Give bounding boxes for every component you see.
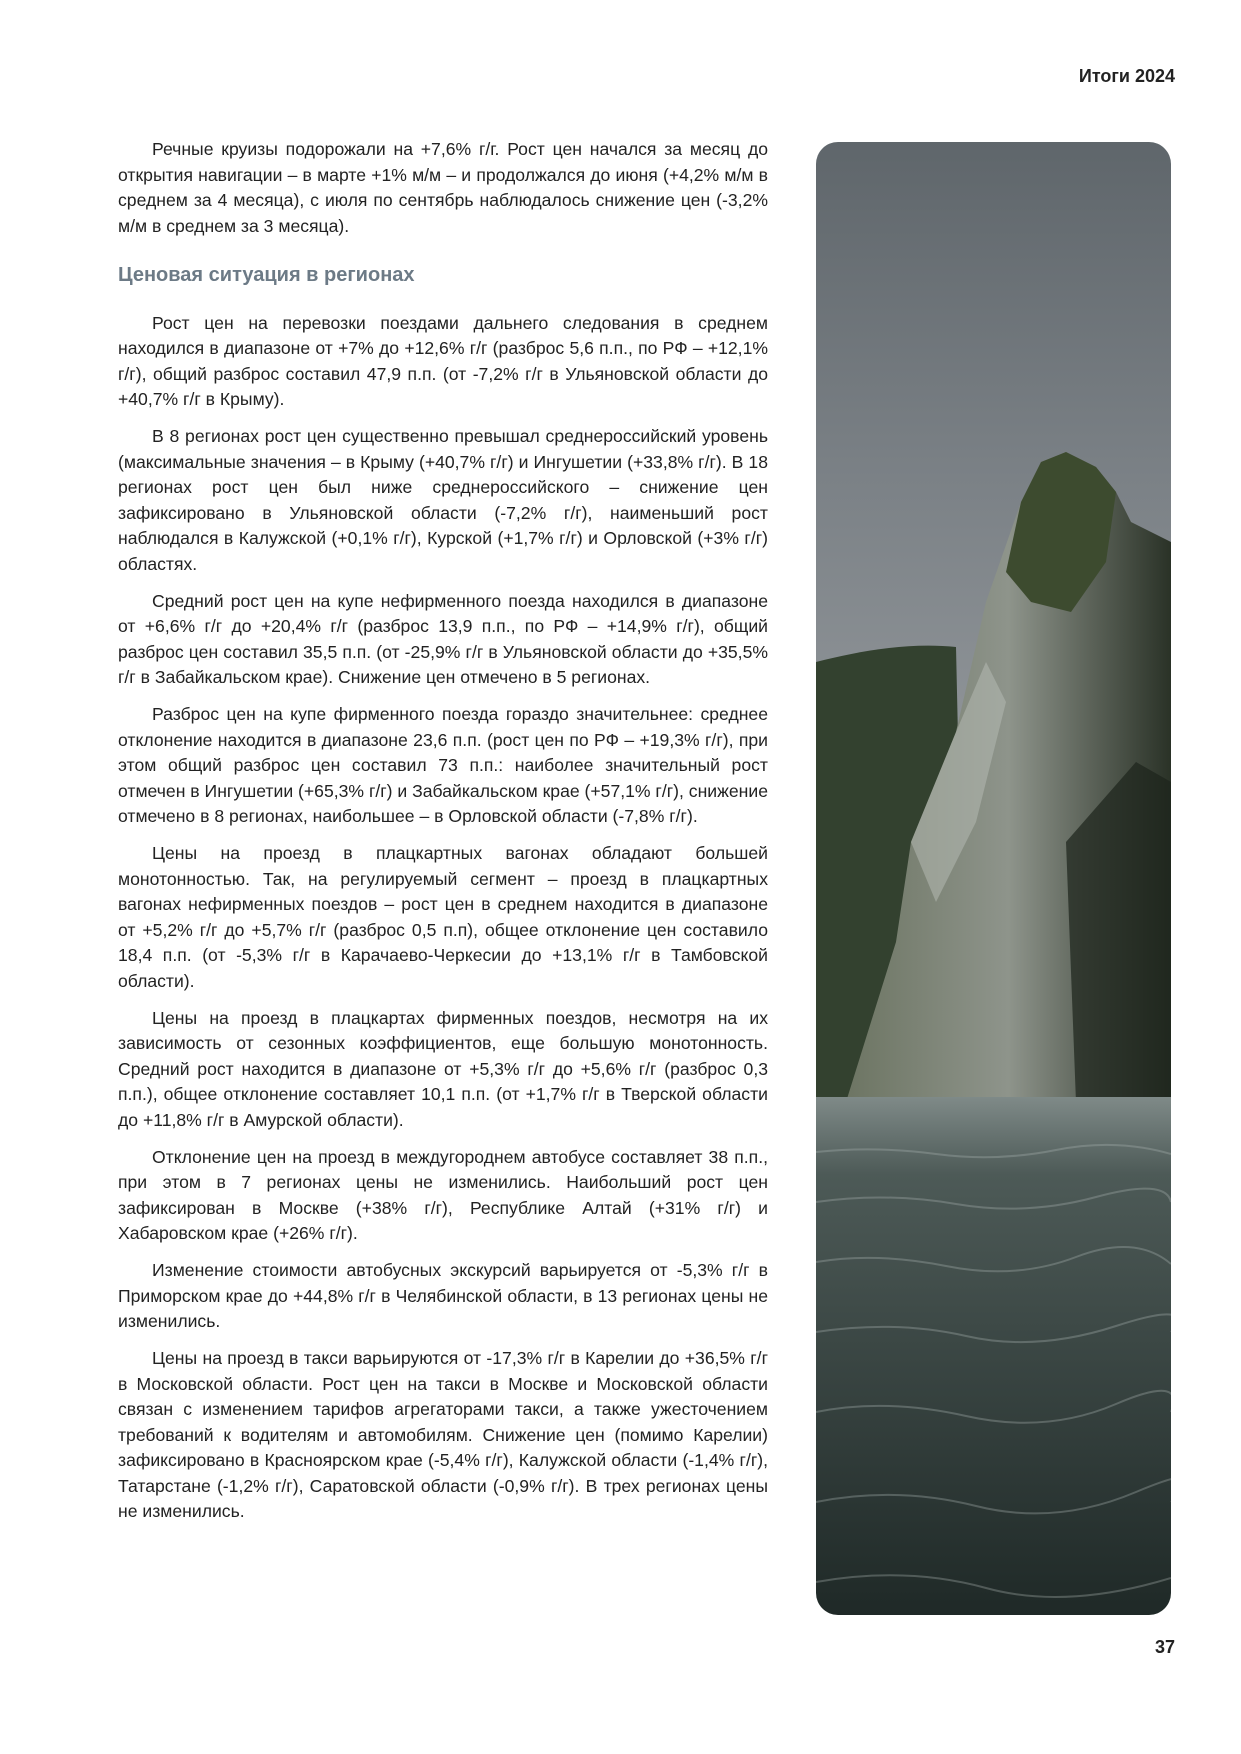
paragraph: Речные круизы подорожали на +7,6% г/г. Рост цен начался за месяц до открытия навигации – в марте +1% м/м – и продолжался до июня (+4,2% м/м в среднем за 4 месяца), с июля по сентябрь наблюдалось снижение цен (-3,2% м/м в среднем за 3 месяца). [118, 139, 768, 236]
paragraph: Цены на проезд в плацкартах фирменных поездов, несмотря на их зависимость от сезонных коэффициентов, еще большую монотонность. Средний рост находится в диапазоне от +5,3% г/г до +5,6% г/г (разброс 0,3 п.п.), общее отклонение составляет 10,1 п.п. (от +1,7% г/г в Тверской области до +11,8% г/г в Амурской области). [118, 1007, 768, 1130]
paragraph: Отклонение цен на проезд в междугороднем автобусе составляет 38 п.п., при этом в 7 регионах цены не изменились. Наибольший рост цен зафиксирован в Москве (+38% г/г), Республике Алтай (+31% г/г) и Хабаровском крае (+26% г/г). [118, 1146, 768, 1243]
sea-rock-photo [816, 142, 1171, 1615]
paragraph: Разброс цен на купе фирменного поезда гораздо значительнее: среднее отклонение находится в диапазоне 23,6 п.п. (рост цен по РФ – +19,3% г/г), при этом общий разброс цен составил 73 п.п.: наиболее значительный рост отмечен в Ингушетии (+65,3% г/г) и Забайкальском крае (+57,1% г/г), снижение отмечено в 8 регионах, наибольшее – в Орловской области (-7,8% г/г). [118, 704, 769, 826]
paragraph: Цены на проезд в такси варьируются от -17,3% г/г в Карелии до +36,5% г/г в Московской области. Рост цен на такси в Москве и Московской области связан с изменением тарифов агрегаторами такси, а также ужесточением требований к водителям и автомобилям. Снижение цен (помимо Карелии) зафиксировано в Красноярском крае (-5,4% г/г), Калужской области (-1,4% г/г), Татарстане (-1,2% г/г), Саратовской области (-0,9% г/г). В трех регионах цены не изменились. [118, 1348, 768, 1521]
article-body [118, 137, 768, 1536]
paragraph: Средний рост цен на купе нефирменного поезда находился в диапазоне от +6,6% г/г до +20,4% г/г (разброс 13,9 п.п., по РФ – +14,9% г/г), общий разброс цен составил 35,5 п.п. (от -25,9% г/г в Ульяновской области до +35,5% г/г в Забайкальском крае). Снижение цен отмечено в 5 регионах. [118, 590, 768, 687]
paragraph: Цены на проезд в плацкартных вагонах обладают большей монотонностью. Так, на регулируемый сегмент – проезд в плацкартных вагонах нефирменных поездов – рост цен в среднем находится в диапазоне от +5,2% г/г до +5,7% г/г (разброс 0,5 п.п), общее отклонение цен составило 18,4 п.п. (от -5,3% г/г в Карачаево-Черкесии до +13,1% г/г в Тамбовской области). [118, 843, 768, 991]
page-header-title: Итоги 2024 [1078, 66, 1175, 86]
page-number: 37 [1154, 1637, 1175, 1657]
paragraph: В 8 регионах рост цен существенно превышал среднероссийский уровень (максимальные значения – в Крыму (+40,7% г/г) и Ингушетии (+33,8% г/г). В 18 регионах рост цен был ниже среднероссийского – снижение цен зафиксировано в Ульяновской области (-7,2% г/г), наименьший рост наблюдался в Калужской (+0,1% г/г), Курской (+1,7% г/г) и Орловской (+3% г/г) областях. [118, 426, 768, 574]
section-heading: Ценовая ситуация в регионах [118, 264, 415, 286]
paragraph: Рост цен на перевозки поездами дальнего следования в среднем находился в диапазоне от +7% до +12,6% г/г (разброс 5,6 п.п., по РФ – +12,1% г/г), общий разброс составил 47,9 п.п. (от -7,2% г/г в Ульяновской области до +40,7% г/г в Крыму). [118, 312, 768, 409]
paragraph: Изменение стоимости автобусных экскурсий варьируется от -5,3% г/г в Приморском крае до +44,8% г/г в Челябинской области, в 13 регионах цены не изменились. [118, 1260, 768, 1331]
